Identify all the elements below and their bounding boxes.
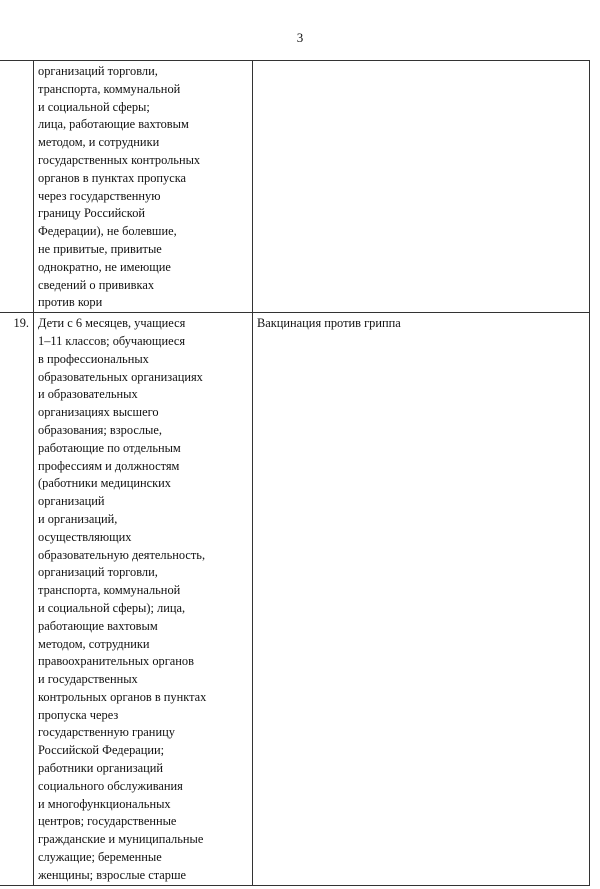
description-line: работающие вахтовым — [38, 618, 158, 633]
table-row — [0, 313, 590, 886]
description-line: организаций торговли, — [38, 565, 158, 580]
description-line: образовательную деятельность, — [38, 547, 206, 562]
vaccination-table — [0, 60, 590, 886]
description-line: сведений о прививках — [38, 277, 155, 292]
description-line: и многофункциональных — [38, 796, 171, 811]
description-line: однократно, не имеющие — [38, 259, 171, 274]
description-line: и социальной сферы; — [38, 99, 150, 114]
description-line: против кори — [38, 295, 103, 310]
row-number-cell — [0, 61, 34, 313]
description-line: социального обслуживания — [38, 778, 183, 793]
description-line: государственную границу — [38, 725, 175, 740]
description-line: Российской Федерации; — [38, 743, 165, 758]
description-line: транспорта, коммунальной — [38, 583, 181, 598]
page-number: 3 — [296, 30, 304, 45]
description-line: правоохранительных органов — [38, 654, 194, 669]
description-line: и социальной сферы); лица, — [38, 600, 186, 615]
description-line: через государственную — [38, 188, 161, 203]
measure-cell — [253, 61, 590, 313]
description-line: в профессиональных — [38, 351, 149, 366]
description-line: профессиям и должностям — [38, 458, 180, 473]
description-line: методом, сотрудники — [38, 636, 150, 651]
description-line: служащие; беременные — [38, 850, 162, 865]
measure-cell: Вакцинация против гриппа — [253, 313, 590, 886]
description-line: гражданские и муниципальные — [38, 832, 204, 847]
description-line: образовательных организациях — [38, 369, 203, 384]
table-row — [0, 61, 590, 313]
description-line: организациях высшего — [38, 405, 159, 420]
description-line: женщины; взрослые старше — [38, 867, 187, 882]
description-line: организаций торговли, — [38, 64, 158, 78]
description-line: 1–11 классов; обучающиеся — [38, 333, 186, 348]
description-line: и образовательных — [38, 387, 138, 402]
description-line: работники организаций — [38, 761, 163, 776]
description-line: осуществляющих — [38, 529, 132, 544]
description-line: транспорта, коммунальной — [38, 81, 181, 96]
description-line: образования; взрослые, — [38, 422, 162, 437]
description-line: не привитые, привитые — [38, 241, 162, 256]
category-cell — [34, 61, 253, 313]
row-number-cell: 19. — [0, 313, 34, 886]
category-cell — [34, 313, 253, 886]
description-line: и государственных — [38, 672, 138, 687]
description-line: контрольных органов в пунктах — [38, 689, 207, 704]
description-line: Федерации), не болевшие, — [38, 224, 177, 239]
description-line: лица, работающие вахтовым — [38, 117, 189, 132]
description-line: (работники медицинских — [38, 476, 171, 491]
description-line: методом, и сотрудники — [38, 135, 160, 150]
description-line: и организаций, — [38, 511, 118, 526]
description-line: органов в пунктах пропуска — [38, 170, 187, 185]
description-line: Дети с 6 месяцев, учащиеся — [38, 316, 186, 331]
description-line: центров; государственные — [38, 814, 177, 829]
description-line: организаций — [38, 494, 105, 509]
description-line: государственных контрольных — [38, 152, 201, 167]
description-line: границу Российской — [38, 206, 146, 221]
description-line: работающие по отдельным — [38, 440, 181, 455]
description-line: пропуска через — [38, 707, 119, 722]
